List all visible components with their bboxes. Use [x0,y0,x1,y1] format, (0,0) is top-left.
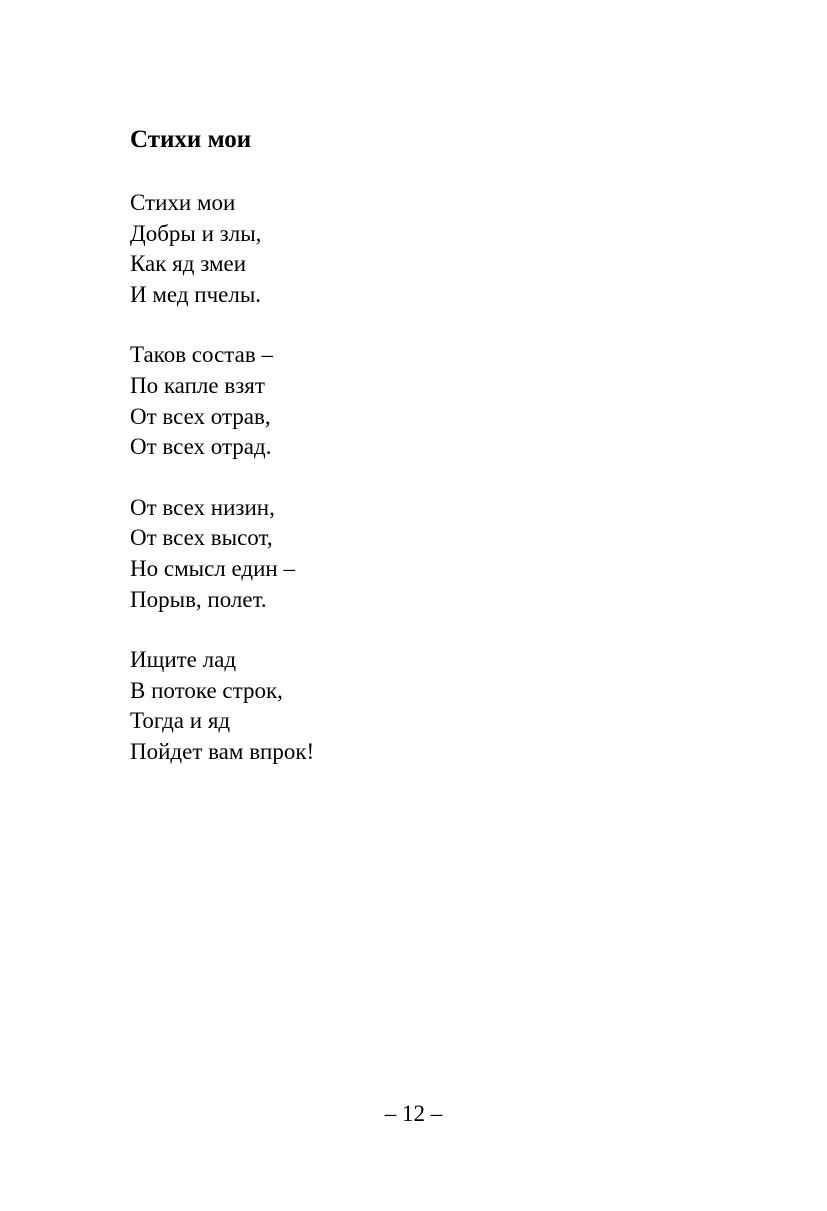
poem-line: Порыв, полет. [130,586,267,612]
stanza-3 [130,493,314,615]
poem-line: Стихи мои [130,190,236,215]
poem-line: От всех высот, [130,525,273,551]
poem-line: Как яд змеи [130,251,247,277]
poem-line: От всех отрав, [130,403,271,429]
poem-line: По капле взят [130,372,265,398]
poem-line: Ищите лад [130,647,237,673]
poem-line: От всех отрад. [130,434,272,460]
poem-title: Стихи мои [130,126,252,153]
poem-line: Добры и злы, [130,220,262,246]
poem-line: И мед пчелы. [130,281,262,307]
poem-line: Но смысл един – [130,555,295,581]
page-number: – 12 – [384,1101,443,1126]
stanza-1 [130,188,314,310]
poem-line: От всех низин, [130,494,275,520]
poem-line: Таков состав – [130,342,273,368]
stanza-2 [130,340,314,462]
poem-line: В потоке строк, [130,677,283,703]
stanza-4 [130,645,314,767]
poem-line: Пойдет вам впрок! [130,738,315,764]
poem-body [130,188,314,798]
poem-line: Тогда и яд [130,708,231,734]
